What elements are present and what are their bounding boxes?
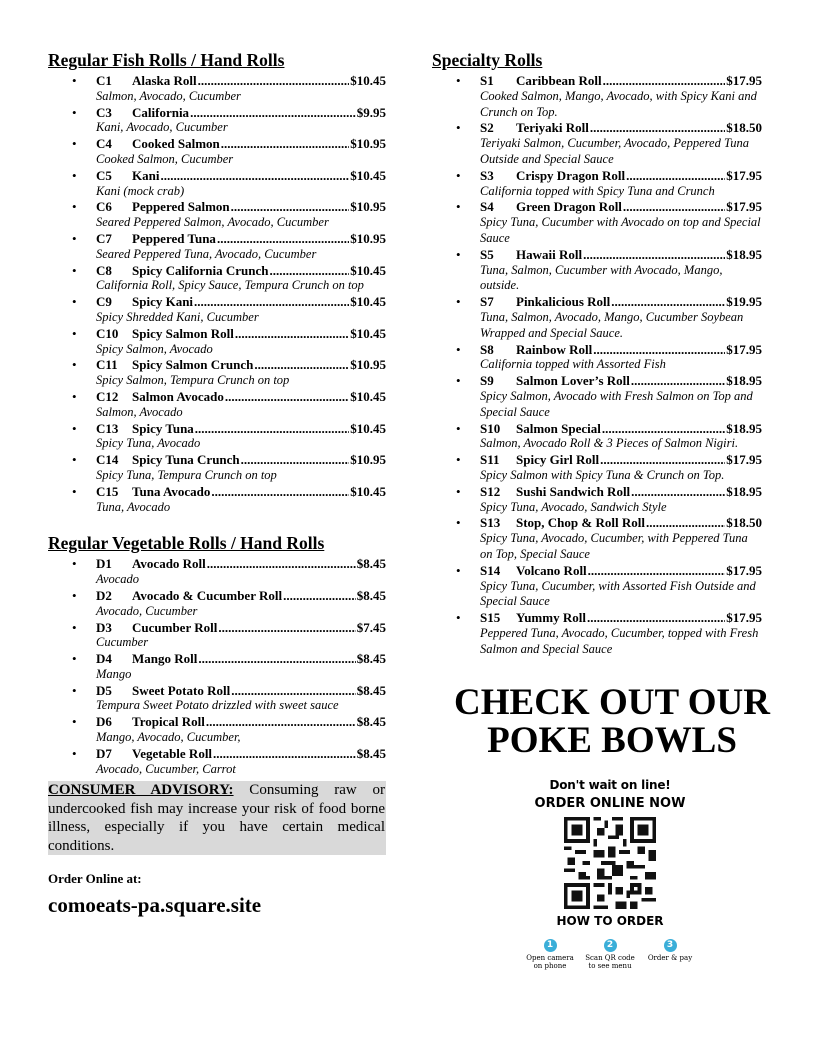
item-code: • S10 [480, 420, 501, 436]
menu-item-s15 [432, 610, 762, 657]
item-code: • S8 [480, 341, 494, 357]
item-description: Cooked Salmon, Cucumber [96, 151, 234, 166]
item-description: Salmon, Avocado Roll & 3 Pieces of Salmon Nigiri. [480, 436, 739, 451]
item-description: Spicy Salmon, Tempura Crunch on top [96, 373, 290, 388]
step-1-text: Open camera on phone [526, 954, 574, 970]
item-description: Tempura Sweet Potato drizzled with sweet sauce [96, 698, 339, 713]
menu-item-s1 [432, 73, 762, 120]
item-code: • C14 [96, 452, 119, 468]
item-name: Stop, Chop & Roll Roll [516, 515, 645, 531]
item-description: Spicy Tuna, Cucumber with Avocado on top and Special Sauce [480, 215, 761, 245]
item-name: Teriyaki Roll [516, 120, 589, 136]
advisory-label: CONSUMER ADVISORY: [48, 782, 234, 799]
dot-leader [631, 484, 725, 500]
item-price: $17.95 [726, 562, 762, 578]
dot-leader [207, 556, 356, 572]
dot-leader [603, 73, 726, 89]
item-price: $17.95 [726, 199, 762, 215]
item-description: Teriyaki Salmon, Cucumber, Avocado, Peppered Tuna Outside and Special Sauce [480, 136, 749, 166]
item-code: • S15 [480, 610, 501, 626]
consumer-advisory [48, 781, 386, 855]
item-code: • C9 [96, 294, 112, 310]
menu-item-line [96, 294, 386, 310]
item-description: Seared Peppered Tuna, Avocado, Cucumber [96, 246, 317, 261]
menu-item-c5 [48, 168, 386, 200]
item-price: $9.95 [356, 104, 386, 120]
item-name: Volcano Roll [516, 562, 587, 578]
item-code: • C1 [96, 73, 112, 88]
item-name: Salmon Special [516, 420, 601, 436]
item-description: Kani, Avocado, Cucumber [96, 120, 228, 135]
item-code: • D7 [96, 745, 112, 761]
item-description: Spicy Shredded Kani, Cucumber [96, 309, 259, 324]
dot-leader [206, 714, 356, 730]
step-2-number: 2 [604, 939, 617, 952]
promo-line-2: POKE BOWLS [487, 720, 737, 761]
menu-item-s8 [432, 342, 762, 374]
menu-item-s13 [432, 515, 762, 562]
menu-item-c13 [48, 421, 386, 453]
menu-item-line [480, 342, 762, 358]
item-name: Spicy Kani [132, 294, 194, 310]
order-site-link[interactable]: comoeats-pa.square.site [48, 893, 262, 918]
item-description: Avocado [96, 572, 140, 587]
step-3-text: Order & pay [647, 954, 693, 962]
item-price: $17.95 [726, 341, 762, 357]
item-description: Cucumber [96, 635, 149, 650]
item-description: California topped with Spicy Tuna and Crunch [480, 183, 715, 198]
item-name: Peppered Tuna [132, 230, 216, 246]
item-price: $8.45 [356, 745, 386, 761]
menu-item-d3 [48, 620, 386, 652]
dot-leader [231, 683, 356, 699]
menu-item-s5 [432, 247, 762, 294]
item-price: $10.45 [350, 262, 386, 278]
menu-item-line [480, 373, 762, 389]
menu-item-line [480, 168, 762, 184]
item-name: Spicy Girl Roll [516, 452, 600, 468]
dot-leader [195, 421, 349, 437]
menu-item-line [480, 515, 762, 531]
item-name: Sushi Sandwich Roll [516, 483, 631, 499]
item-code: • C8 [96, 262, 112, 278]
item-price: $10.45 [350, 483, 386, 499]
item-description: Spicy Salmon, Avocado [96, 341, 213, 356]
menu-item-s12 [432, 484, 762, 516]
dot-leader [231, 199, 350, 215]
item-code: • C3 [96, 104, 112, 120]
item-code: • S14 [480, 562, 501, 578]
veg-rolls-list [48, 556, 386, 777]
item-name: Kani [132, 167, 160, 183]
item-price: $10.95 [350, 199, 386, 215]
item-name: Spicy Tuna [132, 420, 194, 436]
item-price: $17.95 [726, 452, 762, 468]
item-price: $10.45 [350, 167, 386, 183]
dot-leader [198, 651, 355, 667]
menu-item-line [96, 168, 386, 184]
item-price: $10.45 [350, 294, 386, 310]
right-column [432, 50, 762, 657]
menu-item-s3 [432, 168, 762, 200]
promo-line-1: CHECK OUT OUR [454, 682, 770, 723]
item-description: Spicy Tuna, Cucumber, with Assorted Fish Outside and Special Sauce [480, 578, 756, 609]
item-price: $18.95 [726, 373, 762, 389]
dot-leader [283, 588, 356, 604]
item-name: Pinkalicious Roll [516, 294, 611, 310]
item-price: $17.95 [726, 167, 762, 183]
item-code: • D4 [96, 651, 112, 667]
item-code: • C6 [96, 199, 112, 215]
dot-leader [611, 294, 725, 310]
item-code: • C10 [96, 325, 119, 341]
dot-leader [631, 373, 725, 389]
menu-item-c1 [48, 73, 386, 105]
item-name: Avocado Roll [132, 556, 206, 572]
menu-item-s10 [432, 421, 762, 453]
item-code: • D6 [96, 714, 112, 730]
item-price: $10.95 [350, 452, 386, 468]
menu-item-line [96, 588, 386, 604]
item-code: • S4 [480, 199, 494, 215]
dot-leader [241, 452, 350, 468]
dot-leader [225, 389, 349, 405]
item-price: $17.95 [726, 610, 762, 626]
menu-item-line [96, 421, 386, 437]
dot-leader [588, 563, 726, 579]
item-name: Tuna Avocado [132, 483, 211, 499]
item-price: $17.95 [726, 73, 762, 88]
item-description: Avocado, Cucumber [96, 603, 198, 618]
item-code: • C13 [96, 420, 119, 436]
item-code: • D3 [96, 619, 112, 635]
item-code: • C15 [96, 483, 119, 499]
dot-leader [235, 326, 349, 342]
item-name: Caribbean Roll [516, 73, 602, 88]
menu-item-line [480, 484, 762, 500]
dot-leader [218, 620, 355, 636]
menu-item-c4 [48, 136, 386, 168]
item-description: Spicy Tuna, Tempura Crunch on top [96, 467, 277, 482]
specialty-rolls-heading: Specialty Rolls [432, 50, 543, 70]
item-price: $7.45 [356, 619, 386, 635]
item-name: Peppered Salmon [132, 199, 230, 215]
item-name: Mango Roll [132, 651, 198, 667]
dot-leader [198, 73, 350, 89]
menu-item-line [96, 73, 386, 89]
item-name: Salmon Avocado [132, 388, 224, 404]
menu-item-c8 [48, 263, 386, 295]
menu-item-s2 [432, 120, 762, 167]
item-price: $8.45 [356, 714, 386, 730]
dot-leader [194, 294, 349, 310]
dot-leader [254, 357, 349, 373]
dont-wait-text: Don't wait on line! [549, 778, 671, 792]
menu-item-line [480, 247, 762, 263]
menu-item-line [480, 199, 762, 215]
item-description: Peppered Tuna, Avocado, Cucumber, topped with Fresh Salmon and Special Sauce [480, 625, 759, 656]
menu-item-line [480, 563, 762, 579]
item-code: • D1 [96, 556, 112, 572]
menu-item-line [96, 136, 386, 152]
item-name: Yummy Roll [516, 610, 586, 626]
menu-item-line [480, 294, 762, 310]
veg-rolls-heading: Regular Vegetable Rolls / Hand Rolls [48, 533, 325, 554]
menu-item-d4 [48, 651, 386, 683]
specialty-rolls-list [432, 73, 762, 657]
qr-code-icon[interactable] [564, 817, 656, 909]
menu-item-line [480, 120, 762, 136]
item-code: • C11 [96, 357, 118, 373]
menu-item-c9 [48, 294, 386, 326]
item-description: Tuna, Avocado [96, 499, 171, 514]
item-name: Hawaii Roll [516, 246, 583, 262]
item-name: Sweet Potato Roll [132, 682, 231, 698]
menu-item-line [96, 357, 386, 373]
qr-order-panel [500, 778, 720, 970]
item-code: • S13 [480, 515, 501, 531]
item-description: Spicy Tuna, Avocado, Sandwich Style [480, 499, 667, 514]
item-price: $10.45 [350, 325, 386, 341]
menu-item-c6 [48, 199, 386, 231]
item-name: Spicy Tuna Crunch [132, 452, 240, 468]
dot-leader [587, 610, 725, 626]
menu-item-d5 [48, 683, 386, 715]
dot-leader [623, 199, 725, 215]
item-name: Spicy Salmon Crunch [132, 357, 254, 373]
item-description: Tuna, Salmon, Cucumber with Avocado, Mango, outside. [480, 262, 723, 293]
item-description: Tuna, Salmon, Avocado, Mango, Cucumber Soybean Wrapped and Special Sauce. [480, 309, 744, 340]
item-name: Green Dragon Roll [516, 199, 622, 215]
menu-item-d1 [48, 556, 386, 588]
dot-leader [160, 168, 349, 184]
item-code: • S1 [480, 73, 494, 88]
menu-item-c10 [48, 326, 386, 358]
item-code: • S9 [480, 373, 494, 389]
item-price: $18.95 [726, 483, 762, 499]
item-name: Cucumber Roll [132, 619, 218, 635]
item-description: Mango [96, 666, 132, 681]
dot-leader [590, 120, 725, 136]
menu-item-line [96, 199, 386, 215]
item-name: Rainbow Roll [516, 341, 593, 357]
item-price: $10.95 [350, 357, 386, 373]
menu-item-line [96, 326, 386, 342]
order-step-2 [584, 932, 636, 970]
menu-item-line [96, 389, 386, 405]
item-name: Tropical Roll [132, 714, 205, 730]
item-price: $10.45 [350, 73, 386, 88]
order-online-now-text: ORDER ONLINE NOW [534, 796, 686, 811]
menu-item-c7 [48, 231, 386, 263]
menu-item-line [96, 746, 386, 762]
item-price: $10.95 [350, 136, 386, 152]
item-price: $8.45 [356, 682, 386, 698]
poke-bowls-promo [432, 684, 792, 760]
menu-item-s11 [432, 452, 762, 484]
item-price: $10.95 [350, 230, 386, 246]
item-description: Kani (mock crab) [96, 183, 185, 198]
dot-leader [217, 231, 349, 247]
item-description: Avocado, Cucumber, Carrot [96, 761, 236, 776]
fish-rolls-heading: Regular Fish Rolls / Hand Rolls [48, 50, 285, 70]
item-code: • C4 [96, 136, 112, 152]
menu-item-line [96, 651, 386, 667]
dot-leader [213, 746, 356, 762]
menu-item-line [96, 452, 386, 468]
item-code: • S3 [480, 167, 494, 183]
menu-item-line [96, 556, 386, 572]
item-description: Spicy Tuna, Avocado, Cucumber, with Peppered Tuna on Top, Special Sauce [480, 531, 748, 561]
item-code: • C5 [96, 167, 112, 183]
order-step-3 [644, 932, 696, 970]
menu-item-line [96, 263, 386, 279]
menu-item-line [480, 73, 762, 89]
menu-item-line [480, 610, 762, 626]
menu-item-c15 [48, 484, 386, 516]
item-name: Salmon Lover’s Roll [516, 373, 630, 389]
menu-item-s9 [432, 373, 762, 420]
menu-item-line [96, 620, 386, 636]
menu-item-line [96, 105, 386, 121]
item-code: • S7 [480, 294, 494, 310]
menu-item-c11 [48, 357, 386, 389]
item-description: Spicy Salmon with Spicy Tuna & Crunch on Top. [480, 467, 725, 482]
item-code: • D5 [96, 682, 112, 698]
item-description: Salmon, Avocado [96, 404, 183, 419]
menu-item-d2 [48, 588, 386, 620]
item-code: • S5 [480, 246, 494, 262]
menu-item-line [480, 452, 762, 468]
menu-item-s4 [432, 199, 762, 246]
step-2-text: Scan QR code to see menu [585, 954, 635, 970]
item-name: Alaska Roll [132, 73, 197, 88]
item-code: • S12 [480, 483, 501, 499]
item-price: $18.95 [726, 420, 762, 436]
item-description: Spicy Tuna, Avocado [96, 436, 201, 451]
dot-leader [583, 247, 725, 263]
item-description: California Roll, Spicy Sauce, Tempura Crunch on top [96, 278, 364, 293]
item-description: Salmon, Avocado, Cucumber [96, 88, 241, 103]
menu-item-s14 [432, 563, 762, 610]
item-description: California topped with Assorted Fish [480, 357, 666, 372]
menu-item-d6 [48, 714, 386, 746]
item-name: Avocado & Cucumber Roll [132, 587, 283, 603]
item-code: • S2 [480, 120, 494, 136]
menu-item-c3 [48, 105, 386, 137]
fish-rolls-list [48, 73, 386, 515]
order-steps [500, 932, 720, 970]
item-code: • C12 [96, 388, 119, 404]
dot-leader [626, 168, 725, 184]
item-price: $18.95 [726, 246, 762, 262]
order-online-label: Order Online at: [48, 871, 142, 887]
item-code: • D2 [96, 587, 112, 603]
item-price: $18.50 [726, 515, 762, 531]
advisory-text: Consuming raw or undercooked fish may increase your risk of food borne illness, especially if you have certain medical conditions. [48, 782, 385, 854]
dot-leader [211, 484, 349, 500]
menu-item-line [96, 683, 386, 699]
item-price: $8.45 [356, 651, 386, 667]
menu-item-c12 [48, 389, 386, 421]
item-code: • S11 [480, 452, 500, 468]
dot-leader [646, 515, 725, 531]
item-name: Cooked Salmon [132, 136, 220, 152]
order-step-1 [524, 932, 576, 970]
dot-leader [600, 452, 725, 468]
item-name: Spicy California Crunch [132, 262, 269, 278]
item-description: Mango, Avocado, Cucumber, [96, 730, 241, 745]
dot-leader [190, 105, 356, 121]
dot-leader [270, 263, 350, 279]
item-name: Vegetable Roll [132, 745, 213, 761]
item-name: Crispy Dragon Roll [516, 167, 626, 183]
item-description: Seared Peppered Salmon, Avocado, Cucumber [96, 215, 329, 230]
step-1-number: 1 [544, 939, 557, 952]
menu-item-d7 [48, 746, 386, 778]
left-column [48, 50, 386, 918]
step-3-number: 3 [664, 939, 677, 952]
menu-item-line [96, 484, 386, 500]
item-name: Spicy Salmon Roll [132, 325, 234, 341]
item-name: California [132, 104, 190, 120]
dot-leader [593, 342, 725, 358]
menu-item-line [96, 231, 386, 247]
menu-item-c14 [48, 452, 386, 484]
item-description: Spicy Salmon, Avocado with Fresh Salmon on Top and Special Sauce [480, 388, 753, 419]
dot-leader [221, 136, 349, 152]
item-code: • C7 [96, 230, 112, 246]
item-price: $18.50 [726, 120, 762, 136]
item-price: $8.45 [356, 556, 386, 572]
how-to-order-text: HOW TO ORDER [556, 914, 664, 928]
item-description: Cooked Salmon, Mango, Avocado, with Spicy Kani and Crunch on Top. [480, 88, 757, 119]
item-price: $10.45 [350, 420, 386, 436]
menu-item-line [96, 714, 386, 730]
menu-item-s7 [432, 294, 762, 341]
menu-item-line [480, 421, 762, 437]
item-price: $19.95 [726, 294, 762, 310]
item-price: $8.45 [356, 587, 386, 603]
dot-leader [602, 421, 725, 437]
item-price: $10.45 [350, 388, 386, 404]
